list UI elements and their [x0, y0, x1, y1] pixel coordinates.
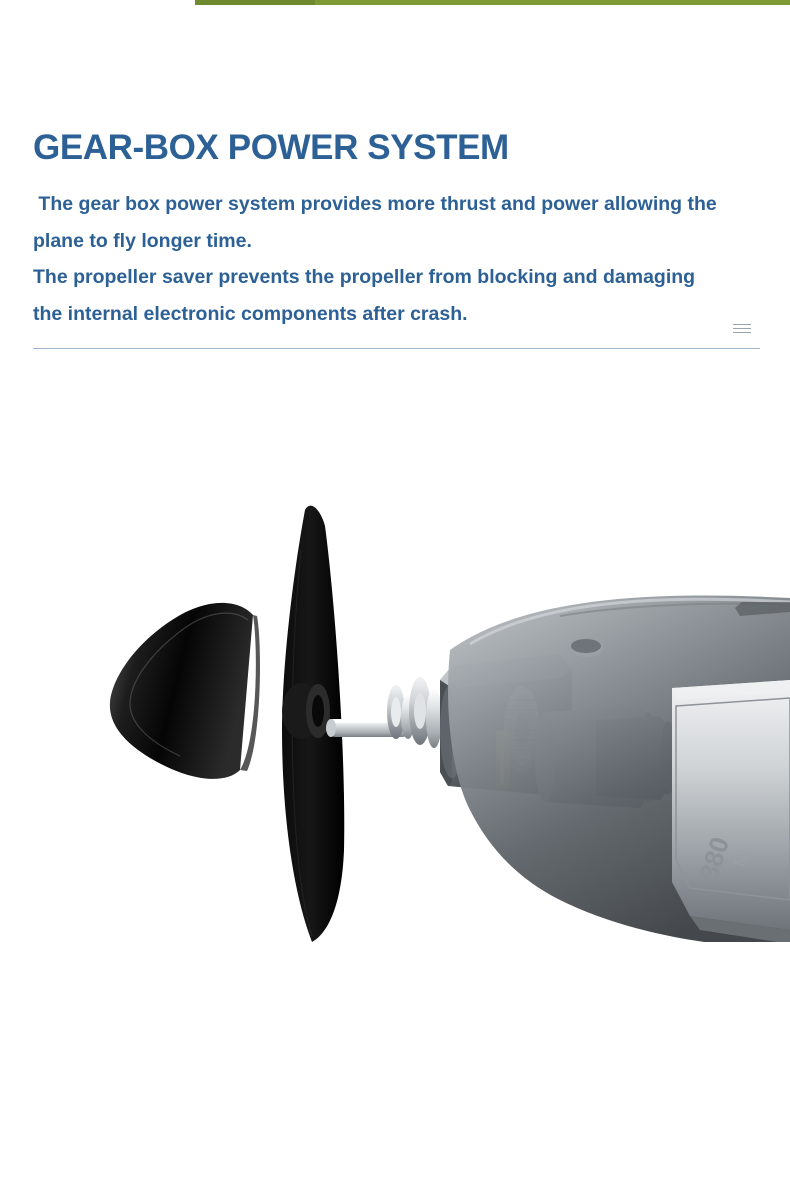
horizontal-divider: [33, 348, 760, 349]
paragraph-2: The propeller saver prevents the propeller from blocking and damaging the internal electronic components after crash.: [33, 266, 701, 325]
hamburger-icon: [733, 324, 751, 334]
top-strip-white-left: [0, 0, 195, 3]
page-title: GEAR-BOX POWER SYSTEM: [33, 128, 509, 167]
top-strip-green-left: [195, 0, 315, 5]
motor-label-block-icon: [672, 680, 790, 944]
spinner-cone-icon: [110, 603, 260, 779]
hamburger-line: [733, 332, 751, 333]
motor-size-label: 380: [693, 833, 736, 884]
paragraph-1: The gear box power system provides more thrust and power allowing the plane to fly longer time.: [33, 193, 723, 252]
hamburger-line: [733, 324, 751, 325]
top-color-strip: [0, 0, 790, 6]
gearbox-power-system-illustration: [0, 430, 790, 990]
washer-stack-icon: [387, 677, 442, 748]
hamburger-line: [733, 328, 751, 329]
top-strip-green-right: [315, 0, 790, 5]
propeller-hub-icon: [282, 683, 330, 739]
motor-size-suffix: №: [731, 847, 754, 870]
body-copy: [33, 186, 723, 332]
